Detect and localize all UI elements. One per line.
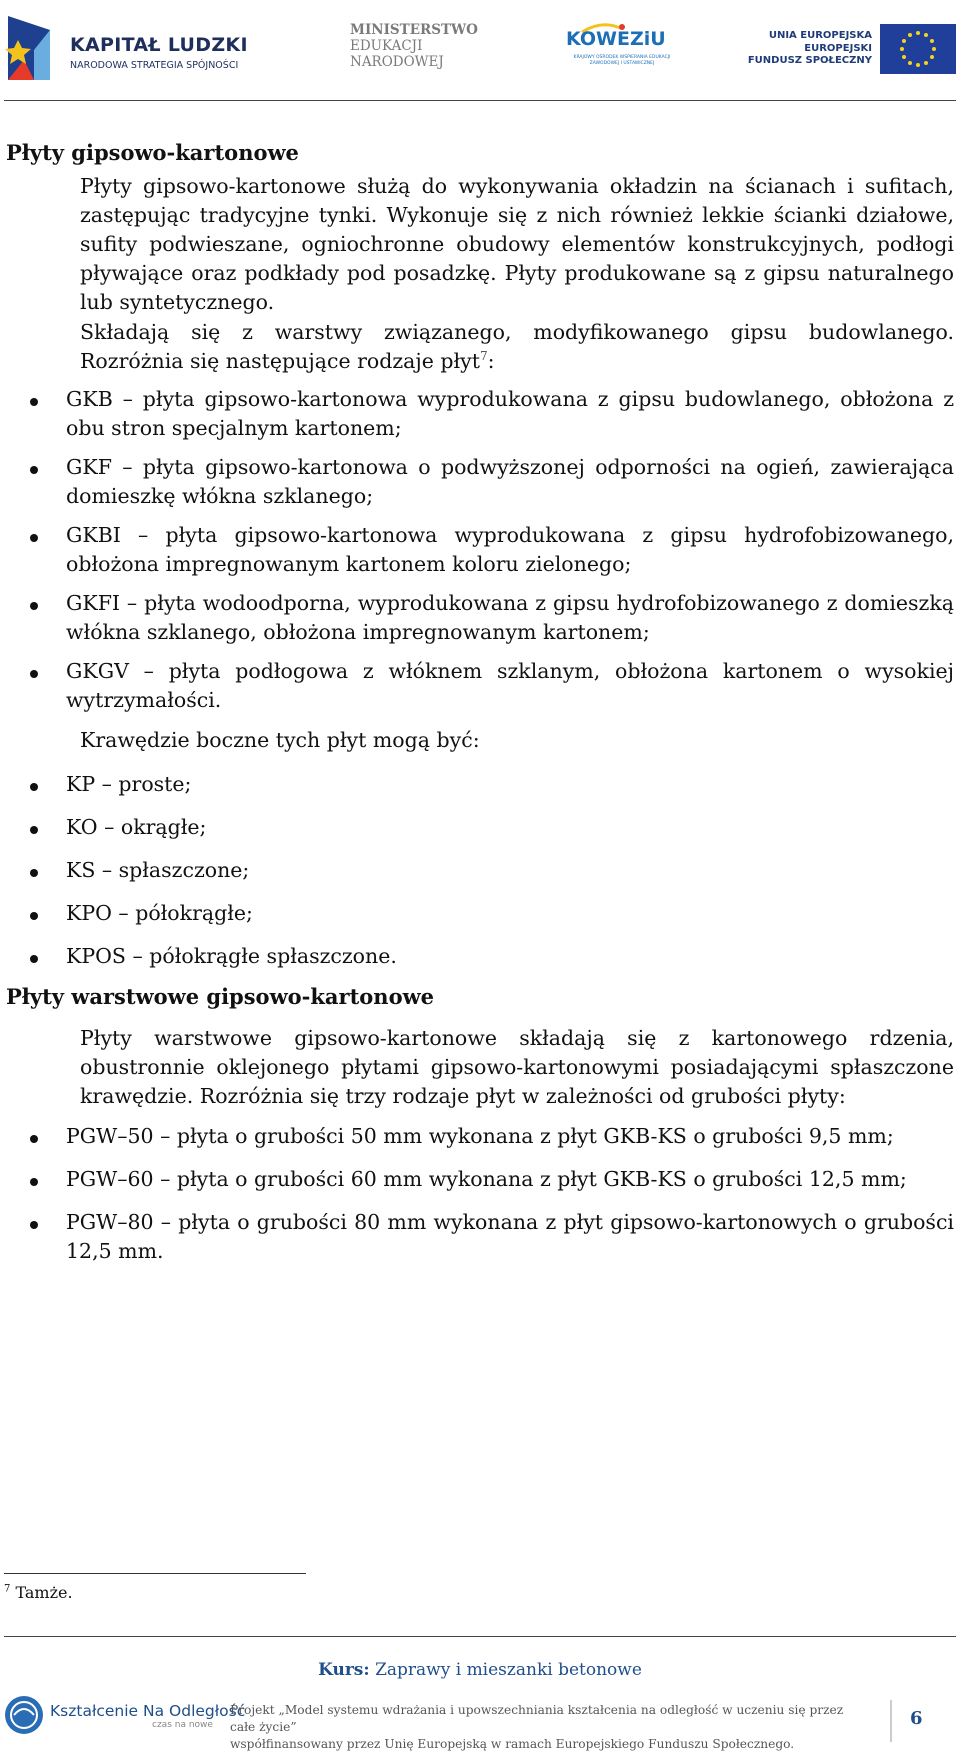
kowezu-subtitle: KRAJOWY OŚRODEK WSPIERANIA EDUKACJI ZAWODOWEJ I USTAWICZNEJ	[573, 55, 671, 66]
eu-line-3: FUNDUSZ SPOŁECZNY	[747, 55, 872, 66]
kowezu-title: KOWEZiU	[566, 28, 666, 50]
paragraph-intro	[6, 172, 954, 317]
eu-flag-icon	[880, 24, 956, 74]
paragraph-types-intro	[6, 318, 954, 376]
paragraph-pgw-text: Płyty warstwowe gipsowo-kartonowe składają się z kartonowego rdzenia, obustronnie oklejonego płytami gipsowo-kartonowymi posiadającymi spłaszczone krawędzie. Rozróżnia się trzy rodzaje płyt w zależności od grubości płyty:	[80, 1026, 954, 1108]
paragraph-intro-text: Płyty gipsowo-kartonowe służą do wykonywania okładzin na ścianach i sufitach, zastępując tradycyjne tynki. Wykonuje się z nich również lekkie ścianki działowe, sufity podwieszane, ogniochronne obudowy elementów konstrukcyjnych, podłogi pływające oraz podkłady pod posadzkę. Płyty produkowane są z gipsu naturalnego lub syntetycznego.	[80, 174, 954, 314]
list-item-pgw50: PGW–50 – płyta o grubości 50 mm wykonana z płyt GKB-KS o grubości 9,5 mm;	[66, 1124, 894, 1148]
ministry-line-3: NARODOWEJ	[350, 54, 444, 70]
project-note	[230, 1702, 870, 1753]
list-bullet	[30, 826, 38, 834]
eu-logo-text	[724, 30, 872, 68]
list-item-gkfi: GKFI – płyta wodoodporna, wyprodukowana z gipsu hydrofobizowanego z domieszką włókna szklanego, obłożona impregnowanym kartonem;	[66, 591, 954, 644]
project-line-1: Projekt „Model systemu wdrażania i upowszechniania kształcenia na odległość w uczeniu się przez całe życie”	[230, 1703, 844, 1734]
list-item-gkbi: GKBI – płyta gipsowo-kartonowa wyprodukowana z gipsu hydrofobizowanego, obłożona impregnowanym kartonem koloru zielonego;	[66, 523, 954, 576]
list-bullet	[30, 783, 38, 791]
footnote	[4, 1583, 73, 1602]
section-heading-gk: Płyty gipsowo-kartonowe	[6, 140, 299, 165]
distance-learning-logo-sub: czas na nowe	[152, 1720, 213, 1730]
ministry-logo	[350, 22, 478, 70]
kapital-ludzki-subtitle: NARODOWA STRATEGIA SPÓJNOŚCI	[70, 60, 239, 71]
list-item-ko: KO – okrągłe;	[66, 815, 207, 839]
footnote-ref[interactable]: 7	[479, 349, 488, 364]
list-bullet	[30, 602, 38, 610]
footer-separator	[890, 1700, 892, 1742]
list-item-ks: KS – spłaszczone;	[66, 858, 250, 882]
ministry-line-1: MINISTERSTWO	[350, 22, 478, 38]
footer-divider	[4, 1636, 956, 1637]
eu-line-2: EUROPEJSKI	[804, 42, 872, 54]
footnote-divider	[4, 1573, 306, 1574]
course-name: Zaprawy i mieszanki betonowe	[369, 1660, 642, 1680]
list-bullet	[30, 869, 38, 877]
eu-line-1: UNIA EUROPEJSKA	[768, 30, 872, 41]
kapital-ludzki-title: KAPITAŁ LUDZKI	[70, 34, 248, 56]
course-label: Kurs:	[318, 1660, 370, 1680]
list-bullet	[30, 466, 38, 474]
list-item-gkb: GKB – płyta gipsowo-kartonowa wyprodukowana z gipsu budowlanego, obłożona z obu stron specjalnym kartonem;	[66, 387, 954, 440]
edges-intro: Krawędzie boczne tych płyt mogą być:	[80, 728, 480, 752]
distance-learning-logo-icon	[4, 1695, 44, 1735]
types-intro-text: Składają się z warstwy związanego, modyfikowanego gipsu budowlanego. Rozróżnia się następujące rodzaje płyt	[80, 320, 954, 373]
list-item-kp: KP – proste;	[66, 772, 192, 796]
list-item-pgw60: PGW–60 – płyta o grubości 60 mm wykonana z płyt GKB-KS o grubości 12,5 mm;	[66, 1167, 907, 1191]
list-bullet	[30, 1178, 38, 1186]
list-bullet	[30, 912, 38, 920]
list-item-gkf: GKF – płyta gipsowo-kartonowa o podwyższonej odporności na ogień, zawierająca domieszkę włókna szklanego;	[66, 455, 954, 508]
list-bullet	[30, 534, 38, 542]
list-item-gkgv: GKGV – płyta podłogowa z włóknem szklanym, obłożona kartonem o wysokiej wytrzymałości.	[66, 659, 954, 712]
types-intro-colon: :	[487, 349, 495, 373]
list-item-pgw80: PGW–80 – płyta o grubości 80 mm wykonana z płyt gipsowo-kartonowych o grubości 12,5 mm.	[66, 1210, 954, 1263]
ministry-line-2: EDUKACJI	[350, 38, 423, 54]
course-title	[0, 1660, 960, 1680]
list-bullet	[30, 398, 38, 406]
list-bullet	[30, 955, 38, 963]
paragraph-pgw	[6, 1024, 954, 1111]
list-bullet	[30, 670, 38, 678]
list-item-kpo: KPO – półokrągłe;	[66, 901, 253, 925]
kapital-ludzki-flag-icon	[4, 10, 54, 86]
footnote-text: Tamże.	[10, 1583, 73, 1602]
footnote-mark: 7	[4, 1583, 11, 1595]
page-number: 6	[910, 1708, 923, 1729]
paragraph-types-intro-text	[6, 318, 954, 376]
list-item-kpos: KPOS – półokrągłe spłaszczone.	[66, 944, 397, 968]
list-bullet	[30, 1135, 38, 1143]
section-heading-pgw: Płyty warstwowe gipsowo-kartonowe	[6, 984, 435, 1009]
distance-learning-logo-text: Kształcenie Na Odległość	[50, 1702, 246, 1720]
header-divider	[4, 100, 956, 101]
project-line-2: współfinansowany przez Unię Europejską w ramach Europejskiego Funduszu Społecznego.	[230, 1737, 795, 1751]
list-bullet	[30, 1221, 38, 1229]
